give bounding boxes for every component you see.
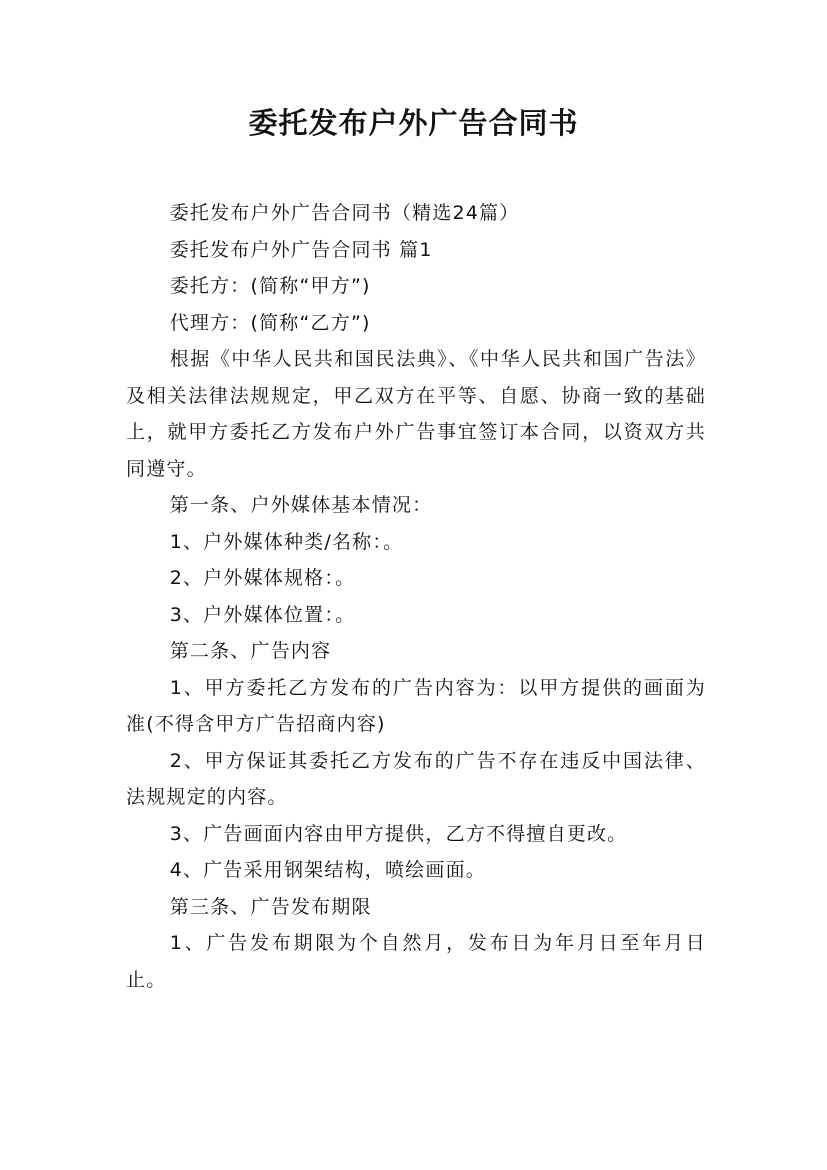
paragraph-article-3-item-1: 1、广告发布期限为个自然月，发布日为年月日至年月日止。	[126, 932, 706, 991]
paragraph-article-2-heading: 第二条、广告内容	[169, 640, 332, 662]
paragraph-party-b: 代理方：(简称“乙方”)	[169, 311, 371, 334]
paragraph-article-1-item-1: 1、户外媒体种类/名称：。	[169, 530, 404, 553]
paragraph-party-a: 委托方：(简称“甲方”)	[169, 275, 371, 297]
paragraph-article-1-item-3: 3、户外媒体位置：。	[169, 603, 356, 626]
paragraph-article-2-item-3: 3、广告画面内容由甲方提供，乙方不得擅自更改。	[169, 822, 628, 845]
paragraph-subtitle: 委托发布户外广告合同书（精选24篇）	[169, 202, 520, 224]
paragraph-article-3-heading: 第三条、广告发布期限	[169, 895, 372, 918]
paragraph-article-1-heading: 第一条、户外媒体基本情况：	[169, 494, 433, 516]
paragraph-article-2-item-4: 4、广告采用钢架结构，喷绘画面。	[169, 859, 486, 881]
paragraph-section-heading: 委托发布户外广告合同书 篇1	[169, 238, 433, 261]
document-title: 委托发布户外广告合同书	[248, 106, 579, 140]
paragraph-article-2-item-2: 2、甲方保证其委托乙方发布的广告不存在违反中国法律、法规规定的内容。	[126, 749, 706, 808]
paragraph-article-1-item-2: 2、户外媒体规格：。	[169, 567, 356, 589]
document-body	[126, 195, 706, 998]
paragraph-article-2-item-1: 1、甲方委托乙方发布的广告内容为：以甲方提供的画面为准(不得含甲方广告招商内容)	[126, 676, 706, 735]
paragraph-preamble: 根据《中华人民共和国民法典》、《中华人民共和国广告法》及相关法律法规规定，甲乙双方在平等、自愿、协商一致的基础上，就甲方委托乙方发布户外广告事宜签订本合同，以资双方共同遵守。	[126, 348, 706, 480]
